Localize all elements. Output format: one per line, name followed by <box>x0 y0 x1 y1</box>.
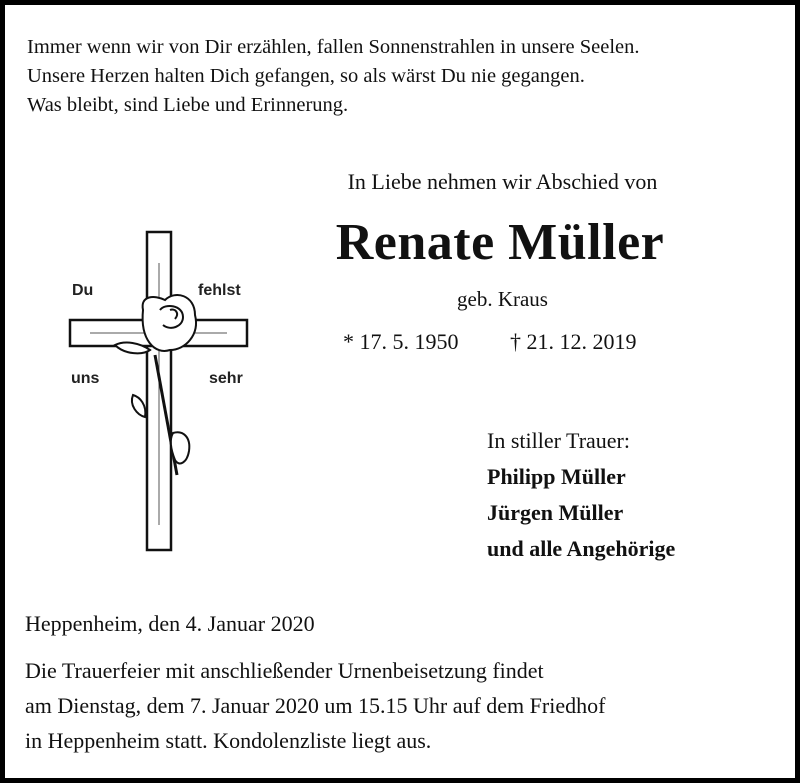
maiden-name: geb. Kraus <box>457 287 548 311</box>
verse-line: Unsere Herzen halten Dich gefangen, so als wärst Du nie gegangen. <box>27 65 585 87</box>
verse-line: Immer wenn wir von Dir erzählen, fallen Sonnenstrahlen in unsere Seelen. <box>27 36 640 58</box>
cross-word: fehlst <box>198 282 241 299</box>
mourner-name: und alle Angehörige <box>487 536 676 561</box>
cross-word: uns <box>71 370 100 387</box>
cross-icon <box>5 5 305 565</box>
birth-date: * 17. 5. 1950 <box>343 329 459 354</box>
mourner-name: Jürgen Müller <box>487 500 624 525</box>
info-line: Die Trauerfeier mit anschließender Urnenbeisetzung findet <box>25 658 544 683</box>
lead-line: In Liebe nehmen wir Abschied von <box>347 169 658 194</box>
deceased-name: Renate Müller <box>335 214 665 271</box>
cross-word: sehr <box>209 370 243 387</box>
mourners-heading: In stiller Trauer: <box>487 428 630 453</box>
cross-word: Du <box>72 282 94 299</box>
place-date: Heppenheim, den 4. Januar 2020 <box>25 611 315 636</box>
funeral-info <box>25 653 605 758</box>
info-line: in Heppenheim statt. Kondolenzliste liegt aus. <box>25 728 432 753</box>
verse-line: Was bleibt, sind Liebe und Erinnerung. <box>27 94 349 116</box>
mourner-name: Philipp Müller <box>487 464 626 489</box>
death-date: † 21. 12. 2019 <box>510 329 637 354</box>
mourners <box>487 423 675 567</box>
info-line: am Dienstag, dem 7. Januar 2020 um 15.15 Uhr auf dem Friedhof <box>25 693 606 718</box>
